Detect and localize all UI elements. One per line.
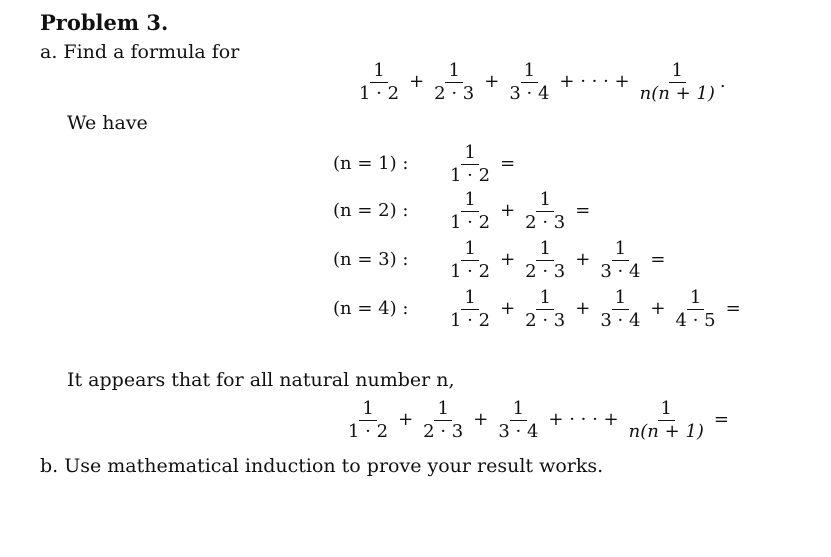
fraction-denominator: n(n + 1) [639, 82, 715, 104]
fraction-numerator: 1 [536, 288, 553, 310]
case-label: (n = 3) : [333, 249, 409, 271]
case-label: (n = 4) : [333, 298, 409, 320]
ellipsis-operator: + · · · + [548, 409, 619, 431]
plus-sign: + [575, 249, 591, 271]
fraction-denominator: 1 · 2 [348, 420, 389, 442]
part-b-prompt: b. Use mathematical induction to prove your result works. [40, 455, 604, 477]
plus-sign: + [500, 298, 516, 320]
fraction-numerator: 1 [461, 288, 478, 310]
fraction-term [447, 239, 493, 282]
fraction-numerator: 1 [461, 239, 478, 261]
fraction-term [345, 399, 391, 442]
part-a-prompt: a. Find a formula for [40, 41, 240, 63]
fraction-denominator: 3 · 4 [600, 309, 641, 331]
fraction-numerator: 1 [510, 399, 527, 421]
fraction-denominator: 1 · 2 [359, 82, 400, 104]
fraction-denominator: 1 · 2 [450, 164, 491, 186]
fraction-denominator: n(n + 1) [628, 420, 704, 442]
fraction-term [626, 399, 707, 442]
plus-sign: + [500, 249, 516, 271]
fraction-numerator: 1 [658, 399, 675, 421]
sum-formula [354, 61, 726, 104]
fraction-denominator: 2 · 3 [525, 260, 566, 282]
conjecture-formula [343, 399, 734, 442]
case-label: (n = 2) : [333, 200, 409, 222]
fraction-numerator: 1 [669, 61, 686, 83]
plus-sign: + [575, 298, 591, 320]
fraction-denominator: 1 · 2 [450, 309, 491, 331]
case-row [333, 143, 520, 186]
plus-sign: + [473, 409, 489, 431]
formula-period: . [719, 71, 726, 93]
fraction-numerator: 1 [461, 190, 478, 212]
fraction-denominator: 3 · 4 [498, 420, 539, 442]
equals-sign: = [713, 409, 729, 431]
case-label: (n = 1) : [333, 153, 409, 175]
fraction-denominator: 2 · 3 [423, 420, 464, 442]
fraction-denominator: 1 · 2 [450, 211, 491, 233]
conjecture-intro: It appears that for all natural number n, [67, 369, 455, 391]
fraction-denominator: 2 · 3 [525, 211, 566, 233]
equals-sign: = [650, 249, 666, 271]
equals-sign: = [725, 298, 741, 320]
equals-sign: = [500, 153, 516, 175]
plus-sign: + [500, 200, 516, 222]
fraction-numerator: 1 [687, 288, 704, 310]
fraction-term [522, 239, 568, 282]
fraction-numerator: 1 [612, 239, 629, 261]
we-have-text: We have [67, 112, 148, 134]
fraction-term [597, 288, 643, 331]
fraction-numerator: 1 [461, 143, 478, 165]
fraction-term [447, 288, 493, 331]
fraction-denominator: 2 · 3 [525, 309, 566, 331]
fraction-term [447, 143, 493, 186]
fraction-term [522, 288, 568, 331]
plus-sign: + [398, 409, 414, 431]
fraction-term [495, 399, 541, 442]
fraction-term [447, 190, 493, 233]
fraction-term [597, 239, 643, 282]
fraction-term [506, 61, 552, 104]
fraction-term [356, 61, 402, 104]
equals-sign: = [575, 200, 591, 222]
problem-title: Problem 3. [40, 10, 169, 35]
fraction-numerator: 1 [445, 61, 462, 83]
fraction-denominator: 2 · 3 [434, 82, 475, 104]
plus-sign: + [484, 71, 500, 93]
fraction-denominator: 3 · 4 [600, 260, 641, 282]
plus-sign: + [650, 298, 666, 320]
fraction-denominator: 4 · 5 [675, 309, 716, 331]
fraction-denominator: 1 · 2 [450, 260, 491, 282]
ellipsis-operator: + · · · + [559, 71, 630, 93]
fraction-numerator: 1 [521, 61, 538, 83]
fraction-numerator: 1 [536, 190, 553, 212]
case-row [333, 288, 746, 331]
case-row [333, 190, 595, 233]
fraction-term [637, 61, 718, 104]
fraction-term [522, 190, 568, 233]
fraction-term [420, 399, 466, 442]
case-row [333, 239, 671, 282]
fraction-numerator: 1 [612, 288, 629, 310]
plus-sign: + [409, 71, 425, 93]
fraction-term [673, 288, 719, 331]
fraction-numerator: 1 [370, 61, 387, 83]
fraction-term [431, 61, 477, 104]
fraction-numerator: 1 [359, 399, 376, 421]
fraction-denominator: 3 · 4 [509, 82, 550, 104]
fraction-numerator: 1 [434, 399, 451, 421]
fraction-numerator: 1 [536, 239, 553, 261]
